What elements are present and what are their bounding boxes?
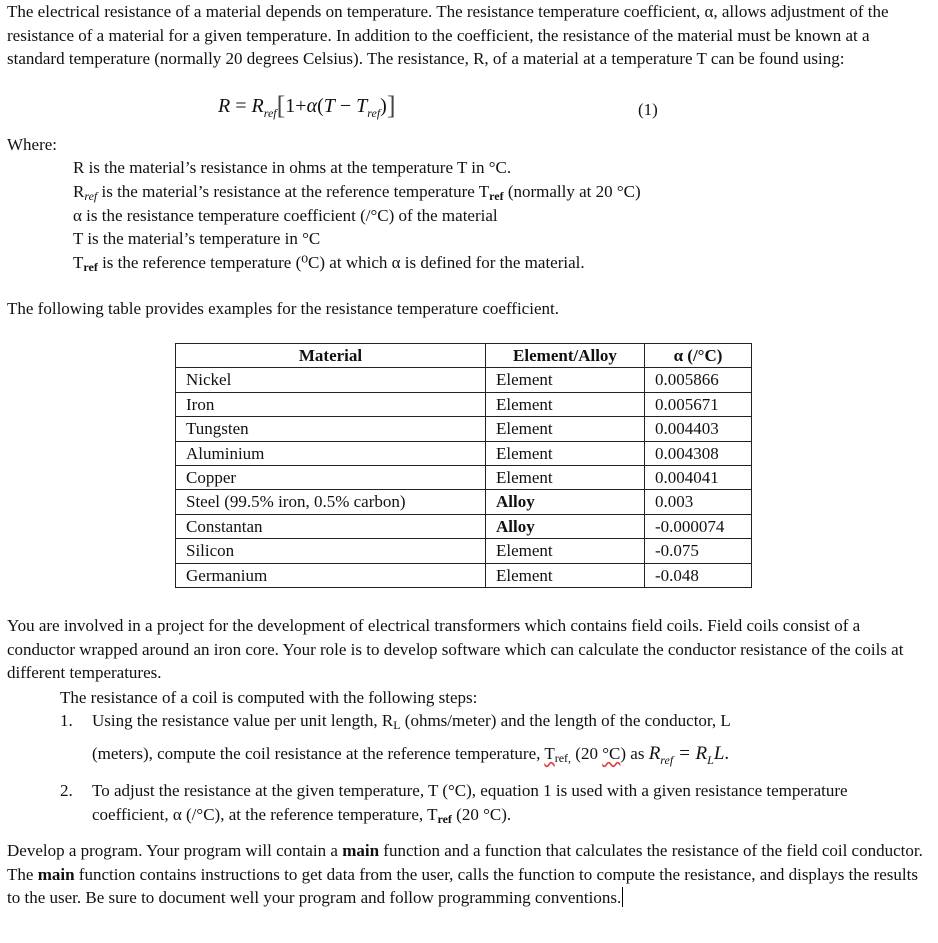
- develop-text: Develop a program. Your program will contain a: [7, 841, 343, 860]
- steps-intro: The resistance of a coil is computed with the following steps:: [60, 688, 478, 707]
- step-text: Using the resistance value per unit length, R: [92, 711, 394, 730]
- step-sub: ref,: [554, 750, 572, 765]
- eq-tref: T: [356, 95, 368, 117]
- table-header-row: [176, 344, 752, 368]
- definition-text: α is the resistance temperature coefficient (/°C) of the material: [73, 205, 498, 225]
- step-1: [57, 709, 917, 772]
- cell-alpha: -0.000074: [645, 514, 752, 538]
- cell-material: Constantan: [176, 514, 486, 538]
- definitions-list: [73, 156, 641, 275]
- step-sub: L: [393, 718, 401, 732]
- eq-open-bracket: [: [276, 91, 286, 120]
- header-material: Material: [176, 344, 486, 368]
- step-number: 2.: [60, 781, 73, 800]
- develop-bold-main: main: [342, 841, 380, 860]
- definition-text: (normally at 20 °C): [503, 181, 641, 201]
- definition-sub: ref: [489, 188, 504, 203]
- cell-material: Silicon: [176, 539, 486, 563]
- step-sub: ref: [437, 811, 452, 826]
- eq-one: 1: [285, 95, 296, 117]
- table-row: [176, 539, 752, 563]
- cell-material: Germanium: [176, 563, 486, 587]
- cell-type: Element: [486, 563, 645, 587]
- intro-paragraph: The electrical resistance of a material depends on temperature. The resistance temperature coefficient, α, allows adjustment of the resistance of a material for a given temperature. In addition to the coefficient, the resistance of the material must be known at a standard temperature (normally 20 degrees Celsius). The resistance, R, of a material at a temperature T can be found using:: [7, 2, 889, 68]
- step-2: [57, 779, 917, 831]
- cell-alpha: -0.075: [645, 539, 752, 563]
- table-row: [176, 514, 752, 538]
- coefficient-table: [175, 343, 752, 588]
- where-label: Where:: [7, 135, 58, 154]
- cell-type: Alloy: [486, 490, 645, 514]
- formula-sub: L: [707, 752, 714, 767]
- eq-paren-open: (: [317, 95, 324, 117]
- equation-row: [0, 91, 938, 128]
- steps-list: [57, 709, 917, 831]
- resistance-equation: [218, 91, 396, 126]
- definition-sub: ref: [83, 260, 98, 275]
- cell-material: Tungsten: [176, 417, 486, 441]
- step-1-line-2: [92, 742, 917, 773]
- develop-text: function and a function that calculates the resistance of the field coil conductor. The: [7, 841, 923, 884]
- eq-lhs: R: [218, 95, 231, 117]
- definition-sub: ref: [84, 188, 98, 203]
- definition-r: [73, 156, 641, 180]
- definition-text: R: [73, 181, 85, 201]
- definition-text: is the material’s resistance at the reference temperature T: [97, 181, 490, 201]
- definition-text: is the reference temperature (⁰C) at which α is defined for the material.: [97, 253, 585, 273]
- cell-type: Element: [486, 368, 645, 392]
- cell-alpha: -0.048: [645, 563, 752, 587]
- table-row: [176, 417, 752, 441]
- definition-text: T: [73, 253, 84, 273]
- cell-material: Nickel: [176, 368, 486, 392]
- definition-alpha: [73, 204, 641, 228]
- equation-number: (1): [638, 100, 658, 119]
- eq-alpha: α: [306, 95, 318, 117]
- cell-type: Element: [486, 417, 645, 441]
- formula-l: L: [713, 742, 725, 764]
- step-text: (20: [571, 743, 603, 763]
- table-row: [176, 441, 752, 465]
- cell-type: Alloy: [486, 514, 645, 538]
- eq-minus: −: [334, 95, 357, 117]
- step-tref: [544, 744, 571, 763]
- table-intro: The following table provides examples for the resistance temperature coefficient.: [7, 299, 559, 318]
- eq-plus: +: [295, 95, 307, 117]
- table-row: [176, 466, 752, 490]
- header-element-alloy: Element/Alloy: [486, 344, 645, 368]
- step-number: 1.: [60, 711, 73, 730]
- definition-t: [73, 227, 641, 251]
- develop-paragraph[interactable]: [7, 839, 927, 910]
- definition-text: T is the material’s temperature in °C: [73, 229, 321, 249]
- eq-rref-sub: ref: [263, 106, 277, 120]
- table-row: [176, 392, 752, 416]
- develop-bold-main: main: [37, 864, 75, 884]
- cell-type: Element: [486, 392, 645, 416]
- project-paragraph: You are involved in a project for the development of electrical transformers which contains field coils. Field coils consist of a conductor wrapped around an iron core. Your role is to develop software which can calculate the conductor resistance of the coils at different temperatures.: [7, 616, 904, 682]
- eq-close-bracket: ]: [386, 91, 396, 120]
- step-text: T: [544, 743, 555, 763]
- cell-type: Element: [486, 466, 645, 490]
- step-text: (meters), compute the coil resistance at the reference temperature,: [92, 743, 545, 763]
- cell-alpha: 0.003: [645, 490, 752, 514]
- table-row: [176, 563, 752, 587]
- definition-tref: [73, 251, 641, 275]
- definition-text: R is the material’s resistance in ohms at the temperature T in °C.: [73, 158, 512, 177]
- table-row: [176, 368, 752, 392]
- cell-type: Element: [486, 539, 645, 563]
- eq-tref-sub: ref: [367, 106, 381, 120]
- formula-eq: = R: [673, 742, 708, 764]
- text-cursor: [622, 887, 623, 907]
- step-degree: °C: [602, 743, 621, 763]
- cell-material: Iron: [176, 392, 486, 416]
- cell-type: Element: [486, 441, 645, 465]
- step-text: To adjust the resistance at the given temperature, T (°C), equation 1 is used with a given resistance temperature coefficient, α (/°C), at the reference temperature, T: [92, 781, 848, 824]
- cell-alpha: 0.004403: [645, 417, 752, 441]
- eq-rref: R: [251, 95, 264, 117]
- formula-dot: .: [724, 742, 730, 764]
- cell-alpha: 0.004308: [645, 441, 752, 465]
- step-text: (20 °C).: [451, 804, 512, 824]
- eq-equals: =: [230, 95, 252, 117]
- step-text: ) as: [620, 743, 649, 763]
- formula-sub: ref: [660, 752, 674, 767]
- cell-alpha: 0.005671: [645, 392, 752, 416]
- formula-r: R: [648, 742, 661, 764]
- cell-alpha: 0.004041: [645, 466, 752, 490]
- develop-text: function contains instructions to get data from the user, calls the function to compute the resistance, and displays the results to the user. Be sure to document well your program and follow programming conventions.: [7, 864, 918, 907]
- cell-material: Aluminium: [176, 441, 486, 465]
- cell-alpha: 0.005866: [645, 368, 752, 392]
- eq-t: T: [323, 95, 335, 117]
- definition-rref: [73, 180, 641, 204]
- step-text: (ohms/meter) and the length of the conductor, L: [400, 711, 731, 730]
- eq-paren-close: ): [380, 95, 387, 117]
- step-1-formula: [648, 742, 730, 767]
- table-row: [176, 490, 752, 514]
- cell-material: Steel (99.5% iron, 0.5% carbon): [176, 490, 486, 514]
- header-alpha: α (/°C): [645, 344, 752, 368]
- cell-material: Copper: [176, 466, 486, 490]
